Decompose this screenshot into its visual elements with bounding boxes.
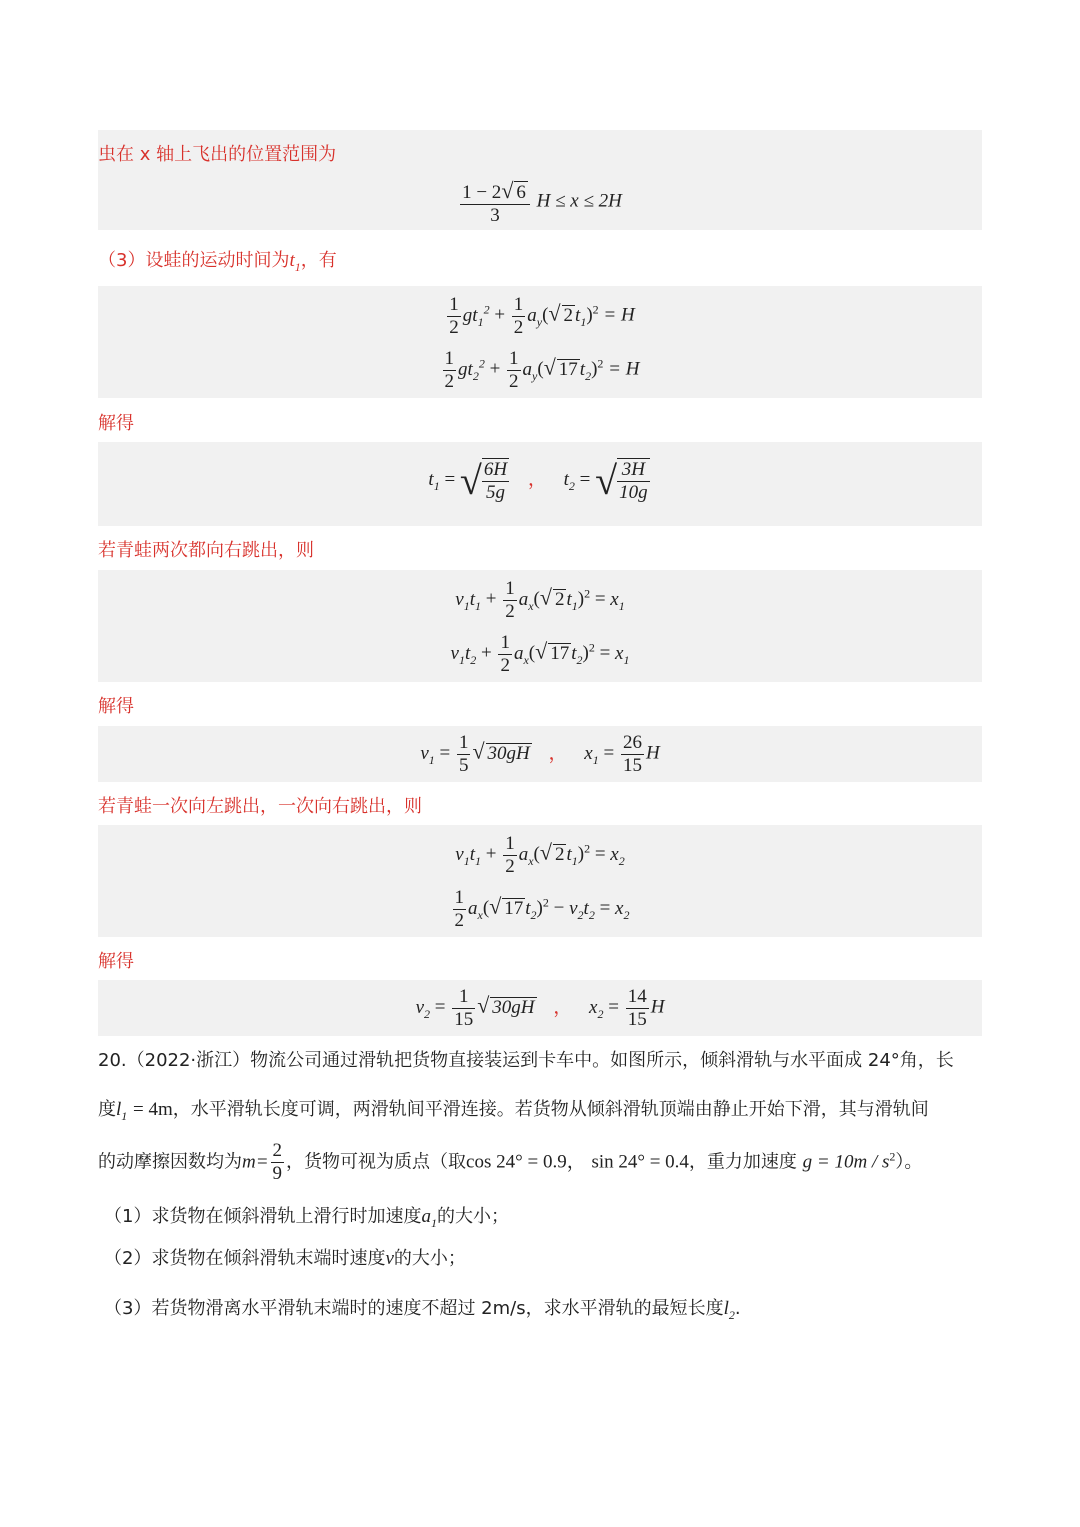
solution-box-4 <box>98 570 982 682</box>
solution-box-6 <box>98 825 982 937</box>
solution-text: （3）设蛙的运动时间为$t_1$，有 <box>98 250 337 274</box>
problem-line: 20.（2022·浙江）物流公司通过滑轨把货物直接装运到卡车中。如图所示，倾斜滑轨与水平面成 24°角，长 <box>98 1050 954 1071</box>
question-1: （1）求货物在倾斜滑轨上滑行时加速度$a_1$的大小； <box>104 1206 509 1230</box>
problem-line: 度$l_1 = 4m$，水平滑轨长度可调，两滑轨间平滑连接。若货物从倾斜滑轨顶端由静止开始下滑，其与滑轨间 <box>98 1099 929 1123</box>
equation-range: $\frac{1 - 2√ 6}{3}$ H ≤ x ≤ 2H <box>462 178 622 226</box>
equation: $v_1t_2$ + $\frac{1}{2}$ $a_x(√$ 17 $t_2)^2 = x_1$ <box>450 632 630 676</box>
equation: $\frac{1}{2}$ $gt_1^2$ + $\frac{1}{2}$ $a_y(√$ 2 $t_1)^2 = H$ <box>449 294 635 338</box>
equation: $v_2$ = $\frac{1}{15}$ √ 30gH ， $x_2$ = $\frac{14}{15}$ H <box>415 986 665 1030</box>
solution-box-3 <box>98 442 982 526</box>
solution-box-1 <box>98 130 982 230</box>
solution-text: 解得 <box>98 696 134 717</box>
solution-text: 解得 <box>98 951 134 972</box>
problem-line: 的动摩擦因数均为m= $\frac{2}{9}$ ，货物可视为质点（取cos 24° = 0.9， sin 24° = 0.4，重力加速度 $g = 10m / s^2$）。 <box>98 1140 923 1184</box>
equation: $t_1$ = √ $\frac{6H}{5g}$ ， $t_2$ = √ $\frac{3H}{10g}$ <box>428 457 648 503</box>
equation: $v_1t_1$ + $\frac{1}{2}$ $a_x(√$ 2 $t_1)^2 = x_1$ <box>455 578 625 622</box>
question-2: （2）求货物在倾斜滑轨末端时速度v的大小； <box>104 1248 466 1269</box>
solution-text: 若青蛙一次向左跳出，一次向右跳出，则 <box>98 796 422 817</box>
solution-text: 若青蛙两次都向右跳出，则 <box>98 540 314 561</box>
question-3: （3）若货物滑离水平滑轨末端时的速度不超过 2m/s，求水平滑轨的最短长度$l_2$. <box>104 1298 741 1322</box>
solution-text: 解得 <box>98 413 134 434</box>
equation: $\frac{1}{2}$ $gt_2^2$ + $\frac{1}{2}$ $a_y(√$ 17 $t_2)^2 = H$ <box>444 348 640 392</box>
solution-box-7 <box>98 980 982 1036</box>
equation: $\frac{1}{2}$ $a_x(√$ 17 $t_2)^2 - v_2t_2 = x_2$ <box>454 887 630 931</box>
equation: $v_1t_1$ + $\frac{1}{2}$ $a_x(√$ 2 $t_1)^2 = x_2$ <box>455 833 625 877</box>
solution-box-5 <box>98 726 982 782</box>
solution-text: 虫在 x 轴上飞出的位置范围为 <box>98 144 337 165</box>
solution-box-2 <box>98 286 982 398</box>
equation: $v_1$ = $\frac{1}{5}$ √ 30gH ， $x_1$ = $\frac{26}{15}$ H <box>420 732 660 776</box>
